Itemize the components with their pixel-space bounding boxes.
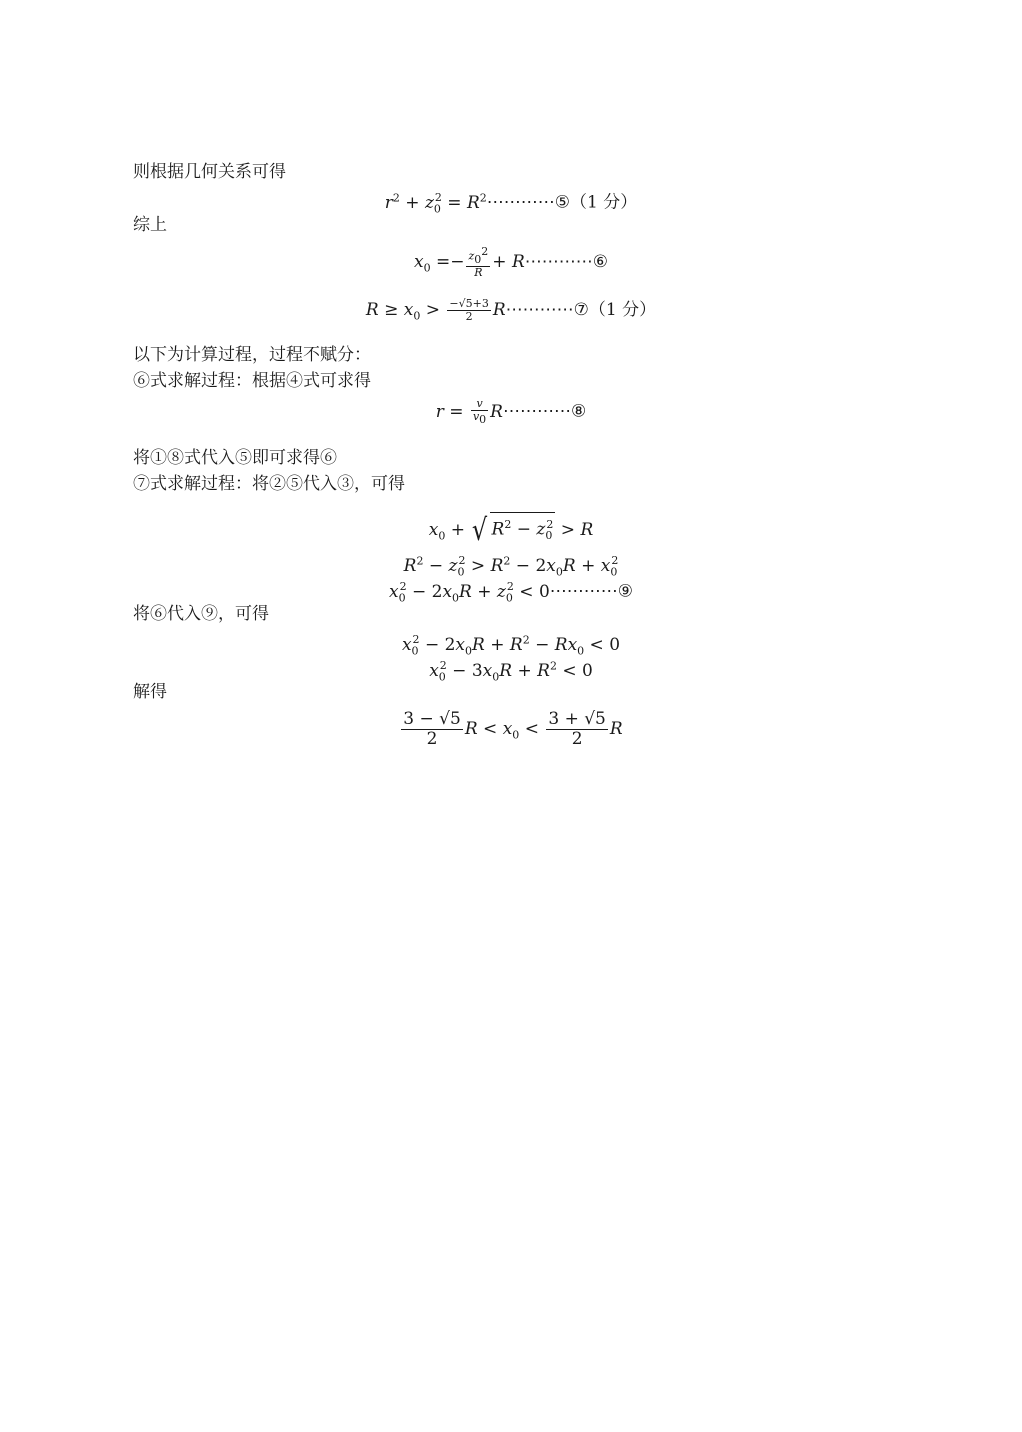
text-solve: 解得 [133,682,167,702]
equation-inequality-1: $x_0$ + √ $R^2 - z_0^2 > R$ [428,512,594,548]
text-summary: 综上 [133,215,167,235]
text-eq7-process: ⑦式求解过程：将②⑤代入③，可得 [133,474,405,494]
equation-inequality-4: $x_0^2 - 3x_0R + R^2 < 0$ [429,659,593,684]
equation-5: $r^2 + z_0^2$ = $R^2\cdots\cdots\cdots\cdots ⑤(1$ 分） [384,191,638,216]
equation-7: $R \ge x_0$ > $\frac{-√5+3}{2}$ R⋯⋯⋯⋯⑦（1 分） [365,297,657,324]
equation-9-label: ⋯⋯⋯⋯⑨ [549,581,634,602]
equation-inequality-2: $R^2 - z_0^2 > R^2 - 2x_0R + x_0^2$ [403,554,619,579]
equation-7-label: ⋯⋯⋯⋯⑦（1 分） [505,300,657,321]
equation-inequality-3: $x_0^2 - 2x_0R + R^2 - Rx_0 < 0$ [401,633,621,658]
equation-6-label: ⋯⋯⋯⋯⑥ [524,252,608,273]
equation-5-label: ⋯⋯⋯⋯⑤（1 分） [486,192,638,213]
text-eq6-process: ⑥式求解过程：根据④式可求得 [133,371,371,391]
text-substitute-1-8: 将①⑧式代入⑤即可求得⑥ [133,448,337,468]
equation-8-label: ⋯⋯⋯⋯⑧ [502,401,587,422]
text-calc-note: 以下为计算过程，过程不赋分： [133,345,371,365]
equation-9: $x_0^2 - 2x_0R + z_0^2$ < 0⋯⋯⋯⋯⑨ [388,580,634,605]
text-geometry-intro: 则根据几何关系可得 [133,162,286,182]
equation-8: r = $\frac{v}{v_0}$ R⋯⋯⋯⋯⑧ [435,397,587,427]
equation-solution: $\frac{3 - √5}{2}$ $R < x_0$ < $\frac{3 + √5}{2}$ R [403,709,623,749]
text-substitute-6-9: 将⑥代入⑨，可得 [133,604,269,624]
equation-6: $x_0$ =− $\frac{z_0^2}{R}$ + R⋯⋯⋯⋯⑥ [413,245,608,279]
